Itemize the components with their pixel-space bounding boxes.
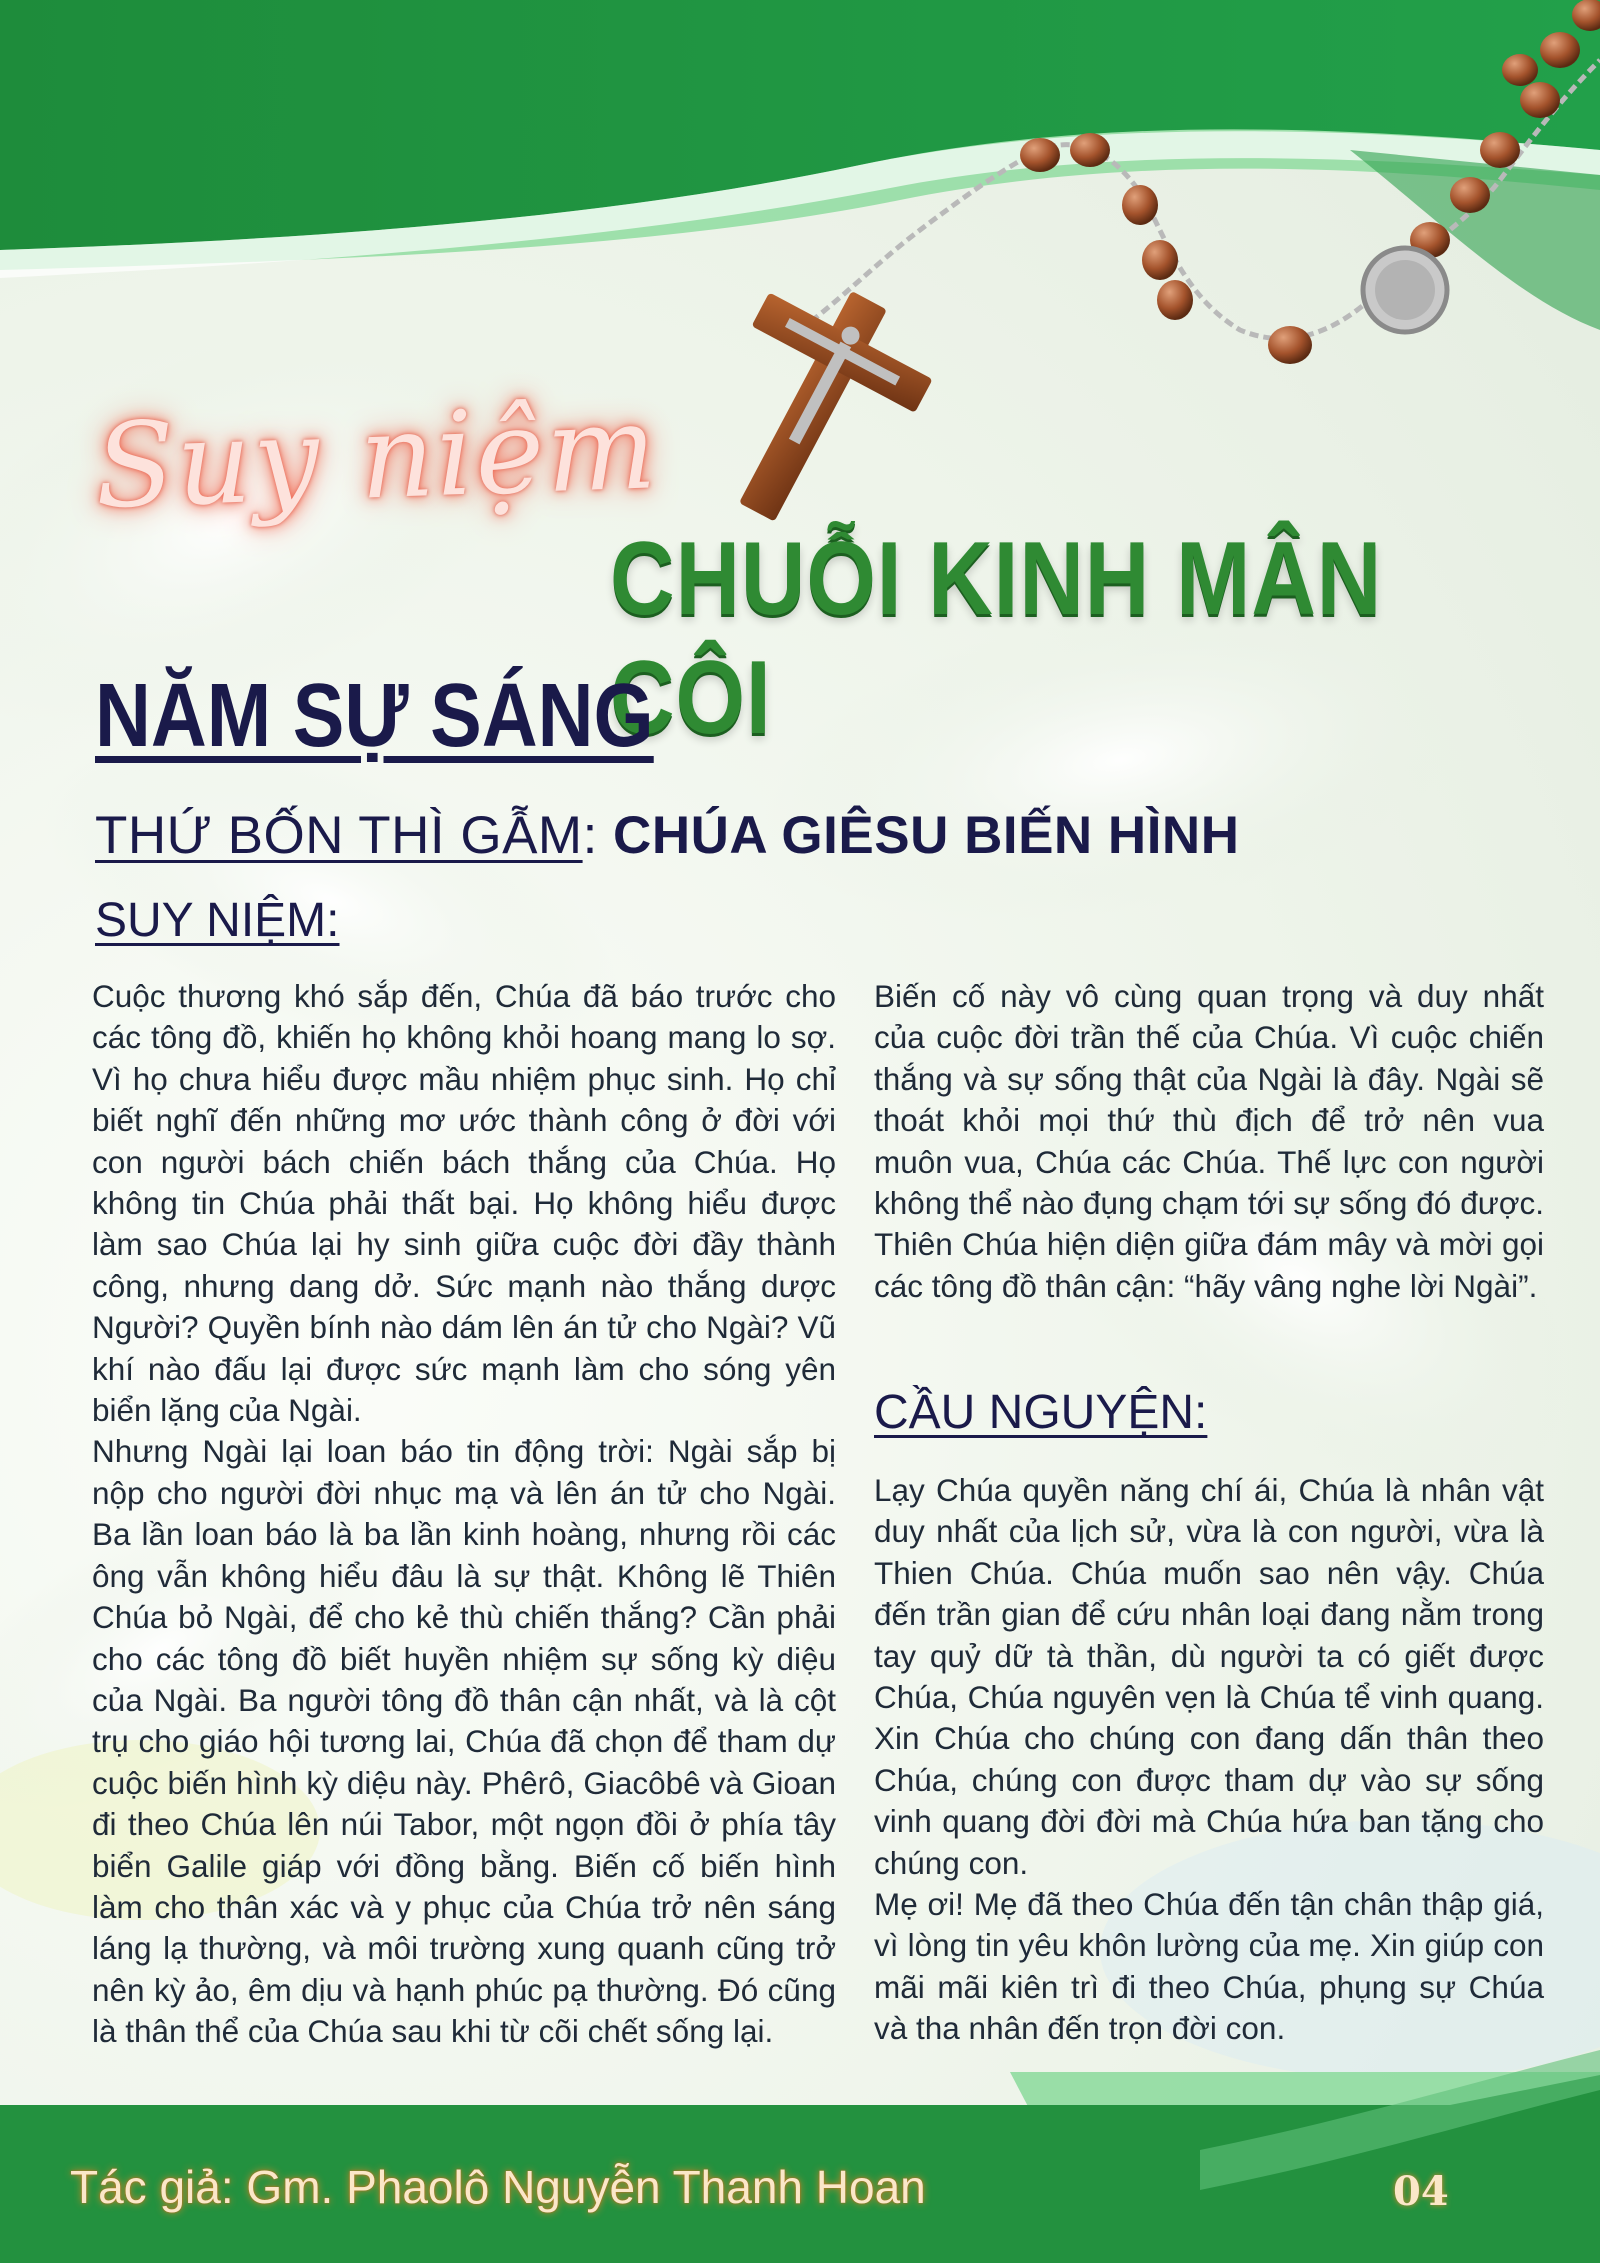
- mystery-colon: :: [582, 806, 598, 865]
- prayer-column: [874, 1470, 1544, 2050]
- author-credit: Tác giả: Gm. Phaolô Nguyễn Thanh Hoan: [70, 2161, 926, 2213]
- footer-band: [0, 2050, 1600, 2263]
- meditation-paragraph-1: Cuộc thương khó sắp đến, Chúa đã báo trước cho các tông đồ, khiến họ không khỏi hoang mang lo sợ. Vì họ chưa hiểu được mầu nhiệm phục sinh. Họ chỉ biết nghĩ đến những mơ ước thành công ở đời với con người bách chiến bách thắng của Chúa. Họ không tin Chúa phải thất bại. Họ không hiểu được làm sao Chúa lại hy sinh giữa cuộc đời đầy thành công, nhưng dang dở. Sức mạnh nào thắng dược Người? Quyền bính nào dám lên án tử cho Ngài? Vũ khí nào đấu lại được sức mạnh làm cho sóng yên biển lặng của Ngài.: [92, 978, 836, 1429]
- meditation-paragraph-2: Nhưng Ngài lại loan báo tin động trời: Ngài sắp bị nộp cho người đời nhục mạ và lên án tử cho Ngài. Ba lần loan báo là ba lần kinh hoàng, nhưng rồi các ông vẫn không hiểu đâu là sự thật. Không lẽ Thiên Chúa bỏ Ngài, để cho kẻ thù chiến thắng? Cần phải cho các tông đồ biết huyền nhiệm sự sống kỳ diệu của Ngài. Ba người tông đồ thân cận nhất, và là cột trụ cho giáo hội tương lai, Chúa đã chọn để tham dự cuộc biến hình kỳ diệu này. Phêrô, Giacôbê và Gioan đi theo Chúa lên núi Tabor, một ngọn đồi ở phía tây biển Galile giáp với đồng bằng. Biến cố biến hình làm cho thân xác và y phục của Chúa trở nên sáng láng lạ thường, và môi trường xung quanh cũng trở nên kỳ ảo, êm dịu và hạnh phúc pạ thường. Đó cũng là thân thể của Chúa sau khi từ cõi chết sống lại.: [92, 1433, 836, 2050]
- mystery-prefix: THỨ BỐN THÌ GẪM: [95, 806, 583, 865]
- meditation-left-column: [92, 976, 836, 2053]
- mystery-name: CHÚA GIÊSU BIẾN HÌNH: [597, 806, 1240, 865]
- page-number: 04: [1393, 2168, 1449, 2215]
- header-swoosh: [0, 0, 1600, 330]
- script-title: Suy niệm: [92, 380, 661, 535]
- meditation-heading: SUY NIỆM:: [95, 894, 340, 947]
- mystery-heading: [95, 805, 1239, 866]
- main-title: CHUỖI KINH MÂN CÔI: [610, 521, 1383, 756]
- meditation-paragraph-3: Biến cố này vô cùng quan trọng và duy nhất của cuộc đời trần thế của Chúa. Vì cuộc chiến thắng và sự sống thật của Ngài là đây. Ngài sẽ thoát khỏi mọi thứ thù địch để trở nên vua muôn vua, Chúa các Chúa. Thế lực con người không thể nào đụng chạm tới sự sống đó được. Thiên Chúa hiện diện giữa đám mây và mời gọi các tông đồ thân cận: “hãy vâng nghe lời Ngài”.: [874, 978, 1544, 1304]
- prayer-paragraph-2: Mẹ ơi! Mẹ đã theo Chúa đến tận chân thập giá, vì lòng tin yêu khôn lường của mẹ. Xin giúp con mãi mãi kiên trì đi theo Chúa, phụng sự Chúa và tha nhân đến trọn đời con.: [874, 1886, 1544, 2047]
- section-title: NĂM SỰ SÁNG: [95, 666, 654, 766]
- meditation-right-column: [874, 976, 1544, 1307]
- prayer-paragraph-1: Lạy Chúa quyền năng chí ái, Chúa là nhân vật duy nhất của lịch sử, vừa là con người, vừa là Thien Chúa. Chúa muốn sao nên vậy. Chúa đến trần gian để cứu nhân loại đang nằm trong tay quỷ dữ tà thần, dù người ta có giết được Chúa, Chúa nguyên vẹn là Chúa tể vinh quang. Xin Chúa cho chúng con đang dấn thân theo Chúa, chúng con được tham dự vào sự sống vinh quang đời đời mà Chúa hứa ban tặng cho chúng con.: [874, 1472, 1544, 1881]
- prayer-heading: CẦU NGUYỆN:: [874, 1386, 1208, 1439]
